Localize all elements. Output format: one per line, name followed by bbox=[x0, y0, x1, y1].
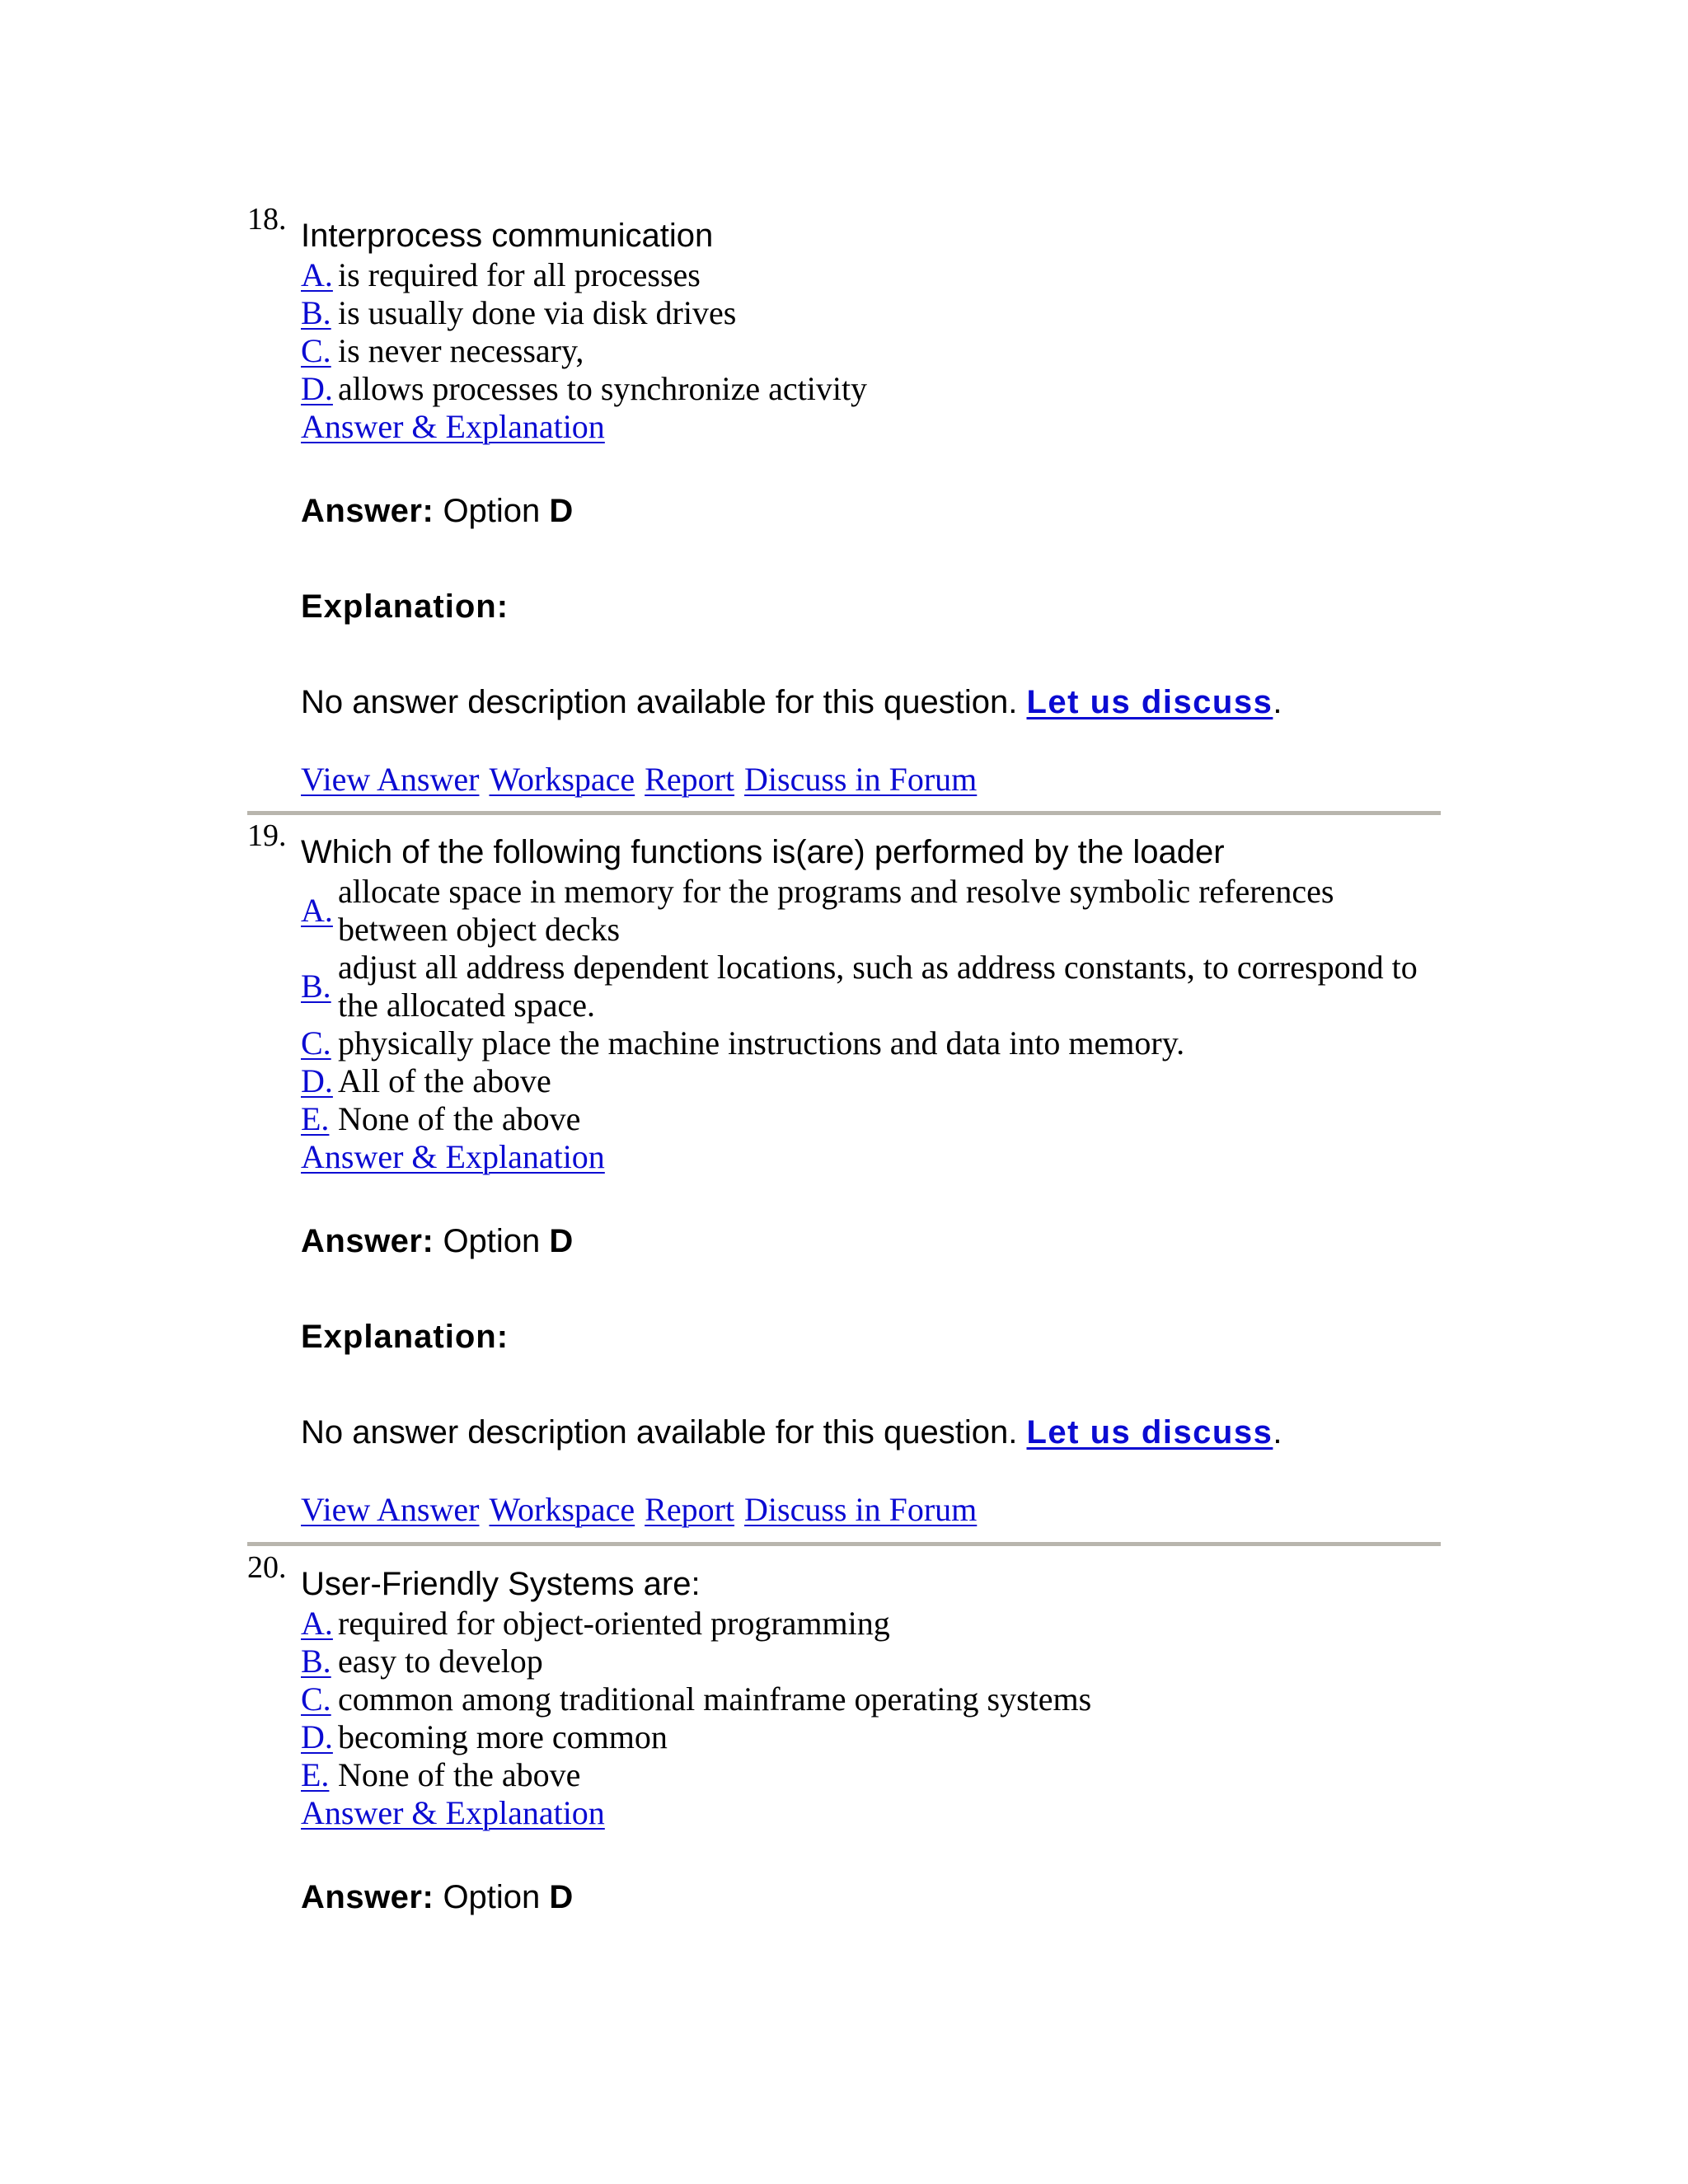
option-d-text: allows processes to synchronize activity bbox=[338, 370, 868, 407]
answer-letter: D bbox=[549, 1223, 574, 1259]
answer-explanation-link[interactable]: Answer & Explanation bbox=[301, 408, 605, 445]
explanation-text: No answer description available for this question. bbox=[301, 684, 1018, 720]
question-actions bbox=[301, 761, 1441, 799]
option-c-text: common among traditional mainframe operating systems bbox=[338, 1680, 1092, 1718]
option-b bbox=[301, 949, 1441, 1024]
option-b-link[interactable]: B. bbox=[301, 294, 331, 331]
explanation-heading: Explanation: bbox=[301, 1319, 509, 1355]
question-text: Which of the following functions is(are) performed by the loader bbox=[301, 834, 1225, 870]
answer-label: Answer: bbox=[301, 493, 434, 529]
option-b-text: easy to develop bbox=[338, 1643, 543, 1680]
discuss-in-forum-link[interactable]: Discuss in Forum bbox=[744, 1491, 978, 1528]
option-d-text: All of the above bbox=[338, 1062, 551, 1099]
let-us-discuss-link[interactable]: Let us discuss bbox=[1026, 684, 1273, 720]
option-e bbox=[301, 1756, 1441, 1794]
option-a-link[interactable]: A. bbox=[301, 1605, 333, 1642]
option-d-link[interactable]: D. bbox=[301, 370, 333, 407]
answer-line bbox=[301, 492, 1441, 530]
option-b-link[interactable]: B. bbox=[301, 968, 331, 1005]
answer-line bbox=[301, 1222, 1441, 1260]
option-b-text: adjust all address dependent locations, such as address constants, to correspond to the allocated space. bbox=[338, 949, 1418, 1024]
option-a-text: allocate space in memory for the programs and resolve symbolic references between object decks bbox=[338, 873, 1334, 948]
answer-label: Answer: bbox=[301, 1879, 434, 1915]
option-b-link[interactable]: B. bbox=[301, 1643, 331, 1680]
option-a-text: is required for all processes bbox=[338, 256, 701, 293]
option-a bbox=[301, 873, 1441, 949]
question-body bbox=[301, 833, 1441, 1529]
explanation-text-line: No answer description available for this question. Let us discuss. bbox=[301, 1414, 1282, 1451]
explanation-heading: Explanation: bbox=[301, 588, 509, 625]
option-b-text: is usually done via disk drives bbox=[338, 294, 737, 331]
view-answer-link[interactable]: View Answer bbox=[301, 1491, 480, 1528]
option-a-text: required for object-oriented programming bbox=[338, 1605, 890, 1642]
answer-explanation-link[interactable]: Answer & Explanation bbox=[301, 1794, 605, 1831]
workspace-link[interactable]: Workspace bbox=[489, 1491, 635, 1528]
option-d bbox=[301, 1062, 1441, 1100]
question-separator bbox=[247, 811, 1441, 815]
option-c-link[interactable]: C. bbox=[301, 1680, 331, 1718]
option-d-text: becoming more common bbox=[338, 1718, 668, 1755]
option-e-link[interactable]: E. bbox=[301, 1756, 330, 1793]
explanation-text-line: No answer description available for this question. Let us discuss. bbox=[301, 684, 1282, 720]
question-number: 19. bbox=[247, 818, 287, 853]
option-e-text: None of the above bbox=[338, 1756, 581, 1793]
option-d bbox=[301, 370, 1441, 408]
option-c-text: physically place the machine instructions and data into memory. bbox=[338, 1024, 1185, 1062]
option-a-link[interactable]: A. bbox=[301, 892, 333, 929]
option-b bbox=[301, 1643, 1441, 1680]
option-e-text: None of the above bbox=[338, 1100, 581, 1137]
question-text: User-Friendly Systems are: bbox=[301, 1566, 701, 1602]
answer-explanation-link[interactable]: Answer & Explanation bbox=[301, 1138, 605, 1175]
report-link[interactable]: Report bbox=[645, 1491, 735, 1528]
option-b bbox=[301, 294, 1441, 332]
discuss-in-forum-link[interactable]: Discuss in Forum bbox=[744, 761, 978, 798]
answer-line bbox=[301, 1878, 1441, 1916]
option-a bbox=[301, 1605, 1441, 1643]
answer-option-word: Option bbox=[443, 1223, 541, 1259]
option-e bbox=[301, 1100, 1441, 1138]
option-c-text: is never necessary, bbox=[338, 332, 584, 369]
option-c bbox=[301, 1024, 1441, 1062]
question-body bbox=[301, 1565, 1441, 1916]
answer-option-word: Option bbox=[443, 493, 541, 529]
option-c-link[interactable]: C. bbox=[301, 1024, 331, 1062]
option-a bbox=[301, 256, 1441, 294]
question-actions bbox=[301, 1491, 1441, 1529]
option-c-link[interactable]: C. bbox=[301, 332, 331, 369]
option-d-link[interactable]: D. bbox=[301, 1062, 333, 1099]
question-number: 18. bbox=[247, 202, 287, 237]
answer-letter: D bbox=[549, 493, 574, 529]
answer-label: Answer: bbox=[301, 1223, 434, 1259]
option-a-link[interactable]: A. bbox=[301, 256, 333, 293]
question-number: 20. bbox=[247, 1550, 287, 1585]
option-e-link[interactable]: E. bbox=[301, 1100, 330, 1137]
question-text: Interprocess communication bbox=[301, 218, 714, 254]
option-c bbox=[301, 332, 1441, 370]
answer-letter: D bbox=[549, 1879, 574, 1915]
question-separator bbox=[247, 1542, 1441, 1546]
let-us-discuss-link[interactable]: Let us discuss bbox=[1026, 1414, 1273, 1451]
option-c bbox=[301, 1680, 1441, 1718]
explanation-text: No answer description available for this question. bbox=[301, 1414, 1018, 1451]
option-d-link[interactable]: D. bbox=[301, 1718, 333, 1755]
workspace-link[interactable]: Workspace bbox=[489, 761, 635, 798]
question-body bbox=[301, 217, 1441, 799]
option-d bbox=[301, 1718, 1441, 1756]
report-link[interactable]: Report bbox=[645, 761, 735, 798]
answer-option-word: Option bbox=[443, 1879, 541, 1915]
view-answer-link[interactable]: View Answer bbox=[301, 761, 480, 798]
